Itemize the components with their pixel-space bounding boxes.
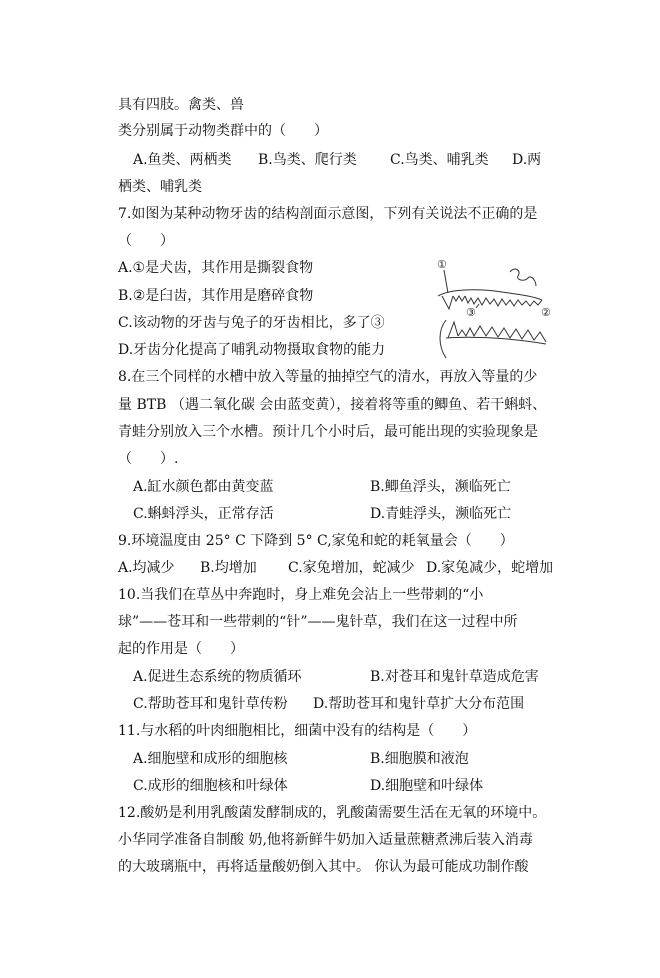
question-9-stem: 9.环境温度由 25° C 下降到 5° C,家兔和蛇的耗氧量会（ ） — [118, 533, 514, 549]
upper-jaw-outline — [438, 290, 542, 300]
question-8-option-c: C.蝌蚪浮头，正常存活 — [133, 506, 274, 522]
teeth-structure-figure — [432, 256, 558, 362]
question-8-option-d: D.青蛙浮头，濒临死亡 — [370, 506, 512, 522]
lower-jaw-outline — [446, 337, 546, 344]
upper-incisor-teeth — [453, 296, 465, 301]
question-10-option-c: C.帮助苍耳和鬼针草传粉 — [133, 696, 288, 712]
figure-label-2: ② — [541, 306, 551, 319]
question-8-stem-line-2: 量 BTB （遇二氧化碳 会由蓝变黄），接着将等重的鲫鱼、若干蝌蚪、 — [118, 397, 547, 413]
question-8-option-a: A.缸水颜色都由黄变蓝 — [133, 479, 274, 495]
question-6-option-d-wrap: 栖类、哺乳类 — [118, 179, 202, 195]
question-6-stem-line-1: 具有四肢。禽类、兽 — [118, 97, 244, 113]
question-7-option-a: A.①是犬齿，其作用是撕裂食物 — [118, 260, 314, 276]
question-10-option-d: D.帮助苍耳和鬼针草扩大分布范围 — [313, 696, 525, 712]
question-6-option-d: D.两 — [512, 152, 542, 168]
question-7-option-d: D.牙齿分化提高了哺乳动物摄取食物的能力 — [118, 342, 386, 358]
question-12-stem-line-2: 小华同学准备自制酸 奶,他将新鲜牛奶加入适量蔗糖煮沸后装入消毒 — [118, 832, 533, 848]
figure-label-3: ③ — [466, 306, 476, 319]
question-11-option-d: D.细胞壁和叶绿体 — [370, 778, 484, 794]
question-7-stem-line-2: （ ） — [118, 233, 174, 249]
question-7-option-c: C.该动物的牙齿与兔子的牙齿相比，多了③ — [118, 315, 385, 331]
figure-label-1: ① — [437, 258, 447, 271]
question-7-stem-line-1: 7.如图为某种动物牙齿的结构剖面示意图，下列有关说法不正确的是 — [118, 206, 538, 222]
question-10-stem-line-2: 球”——苍耳和一些带刺的“针”——鬼针草，我们在这一过程中所 — [118, 614, 518, 630]
question-10-option-a: A.促进生态系统的物质循环 — [133, 669, 302, 685]
upper-molar-teeth — [465, 296, 542, 306]
question-12-stem-line-1: 12.酸奶是利用乳酸菌发酵制成的，乳酸菌需要生活在无氧的环境中。 — [118, 805, 547, 821]
question-11-option-b: B.细胞膜和液泡 — [370, 751, 469, 767]
question-6-option-c: C.鸟类、哺乳类 — [390, 152, 489, 168]
question-6-stem-line-2: 类分别属于动物类群中的（ ） — [118, 123, 328, 139]
question-10-stem-line-1: 10.当我们在草丛中奔跑时，身上难免会沾上一些带刺的“小 — [118, 587, 484, 603]
question-8-stem-line-1: 8.在三个同样的水槽中放入等量的抽掉空气的清水，再放入等量的少 — [118, 369, 538, 385]
lower-molar-teeth — [458, 326, 546, 342]
lower-canine-tooth — [448, 322, 458, 338]
question-10-option-b: B.对苍耳和鬼针草造成危害 — [370, 669, 539, 685]
label-1-leader-line — [444, 270, 448, 293]
question-11-stem: 11.与水稻的叶肉细胞相比，细菌中没有的结构是（ ） — [118, 723, 477, 739]
question-6-option-b: B.鸟类、爬行类 — [258, 152, 357, 168]
label-3-leader-line — [476, 304, 479, 308]
question-8-option-b: B.鲫鱼浮头，濒临死亡 — [370, 479, 511, 495]
question-7-option-b: B.②是臼齿，其作用是磨碎食物 — [118, 288, 314, 304]
question-10-stem-line-3: 起的作用是（ ） — [118, 641, 244, 657]
question-9-option-c: C.家兔增加，蛇减少 — [288, 560, 415, 576]
question-8-stem-line-4: （ ）. — [118, 451, 179, 467]
question-12-stem-line-3: 的大玻璃瓶中，再将适量酸奶倒入其中。 你认为最可能成功制作酸 — [118, 859, 529, 875]
question-9-option-b: B.均增加 — [200, 560, 257, 576]
question-6-option-a: A.鱼类、两栖类 — [133, 152, 232, 168]
jaw-muscle-squiggle — [510, 269, 536, 286]
question-9-option-d: D.家兔减少，蛇增加 — [426, 560, 554, 576]
question-11-option-a: A.细胞壁和成形的细胞核 — [133, 751, 288, 767]
question-9-option-a: A.均减少 — [118, 560, 175, 576]
upper-canine-tooth — [442, 296, 453, 309]
lower-jaw-curve — [440, 320, 446, 358]
question-11-option-c: C.成形的细胞核和叶绿体 — [133, 778, 288, 794]
question-8-stem-line-3: 青蛙分别放入三个水槽。预计几个小时后，最可能出现的实验现象是 — [118, 424, 538, 440]
